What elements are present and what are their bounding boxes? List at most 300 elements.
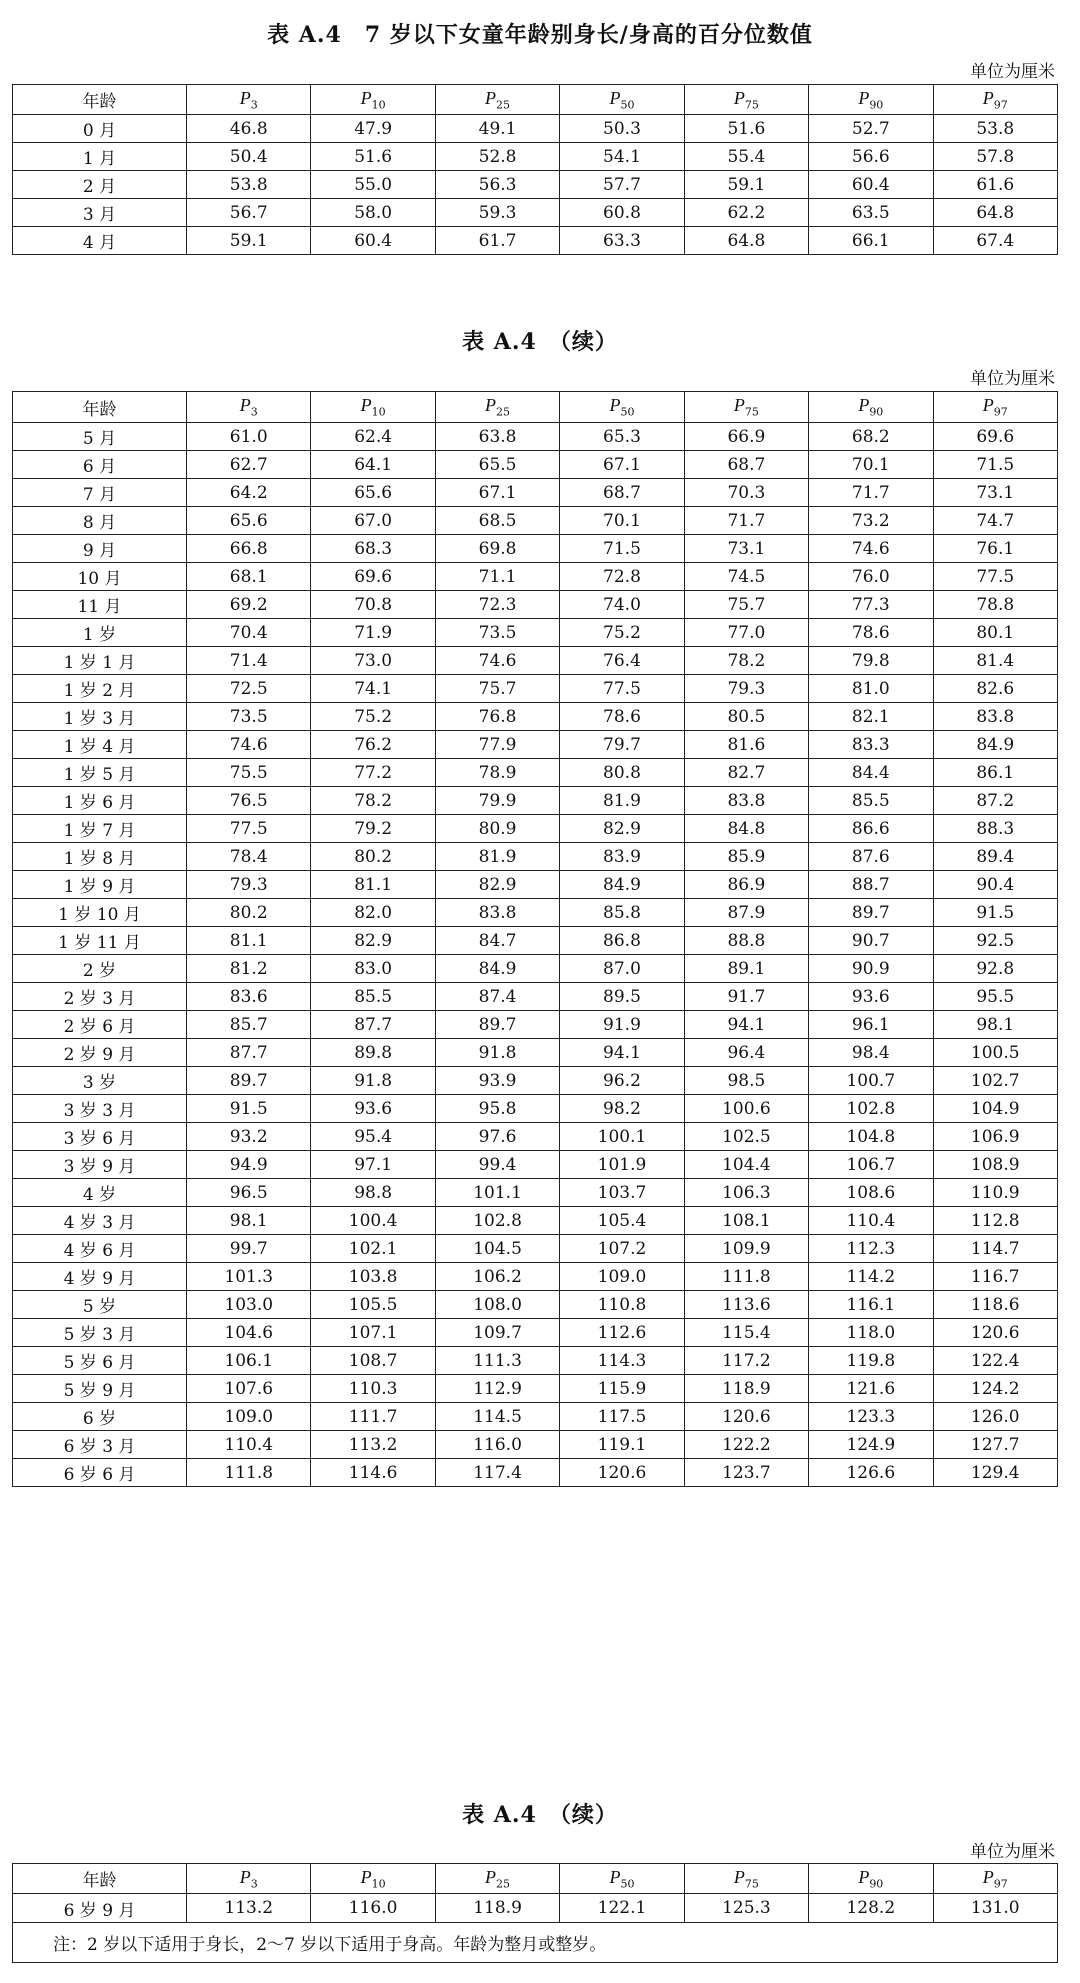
table-row: [13, 675, 1058, 703]
value-cell: 63.8: [435, 423, 559, 451]
value-cell: 78.2: [311, 787, 435, 815]
value-cell: 102.1: [311, 1235, 435, 1263]
value-cell: 106.2: [435, 1263, 559, 1291]
value-cell: 101.1: [435, 1179, 559, 1207]
age-cell: 9 月: [13, 535, 187, 563]
value-cell: 72.5: [187, 675, 311, 703]
value-cell: 104.6: [187, 1319, 311, 1347]
value-cell: 80.5: [684, 703, 808, 731]
age-cell: 7 月: [13, 479, 187, 507]
value-cell: 131.0: [933, 1894, 1057, 1923]
value-cell: 93.6: [809, 983, 933, 1011]
value-cell: 86.1: [933, 759, 1057, 787]
value-cell: 103.0: [187, 1291, 311, 1319]
value-cell: 91.5: [933, 899, 1057, 927]
age-cell: 6 岁 6 月: [13, 1459, 187, 1487]
value-cell: 98.4: [809, 1039, 933, 1067]
value-cell: 123.3: [809, 1403, 933, 1431]
value-cell: 60.4: [311, 227, 435, 255]
value-cell: 120.6: [933, 1319, 1057, 1347]
value-cell: 94.1: [560, 1039, 684, 1067]
value-cell: 80.8: [560, 759, 684, 787]
table-row: [13, 227, 1058, 255]
value-cell: 87.6: [809, 843, 933, 871]
value-cell: 96.1: [809, 1011, 933, 1039]
value-cell: 69.6: [311, 563, 435, 591]
header-percentile: $P_{50}$: [560, 392, 684, 423]
value-cell: 117.5: [560, 1403, 684, 1431]
value-cell: 66.8: [187, 535, 311, 563]
value-cell: 109.0: [187, 1403, 311, 1431]
value-cell: 110.3: [311, 1375, 435, 1403]
value-cell: 81.9: [560, 787, 684, 815]
value-cell: 77.3: [809, 591, 933, 619]
value-cell: 102.5: [684, 1123, 808, 1151]
value-cell: 112.6: [560, 1319, 684, 1347]
header-percentile: $P_{97}$: [933, 85, 1057, 115]
value-cell: 119.1: [560, 1431, 684, 1459]
value-cell: 68.3: [311, 535, 435, 563]
value-cell: 96.5: [187, 1179, 311, 1207]
value-cell: 74.0: [560, 591, 684, 619]
value-cell: 65.3: [560, 423, 684, 451]
value-cell: 88.7: [809, 871, 933, 899]
value-cell: 97.1: [311, 1151, 435, 1179]
value-cell: 84.9: [933, 731, 1057, 759]
age-cell: 1 岁 8 月: [13, 843, 187, 871]
age-cell: 1 岁 4 月: [13, 731, 187, 759]
age-cell: 1 岁 1 月: [13, 647, 187, 675]
value-cell: 62.7: [187, 451, 311, 479]
value-cell: 72.3: [435, 591, 559, 619]
value-cell: 81.0: [809, 675, 933, 703]
value-cell: 78.4: [187, 843, 311, 871]
value-cell: 67.1: [560, 451, 684, 479]
header-percentile: $P_{75}$: [684, 392, 808, 423]
header-percentile: $P_3$: [187, 1864, 311, 1894]
value-cell: 77.9: [435, 731, 559, 759]
value-cell: 96.2: [560, 1067, 684, 1095]
value-cell: 83.0: [311, 955, 435, 983]
value-cell: 61.7: [435, 227, 559, 255]
value-cell: 61.0: [187, 423, 311, 451]
value-cell: 74.1: [311, 675, 435, 703]
value-cell: 71.5: [560, 535, 684, 563]
value-cell: 112.8: [933, 1207, 1057, 1235]
value-cell: 83.8: [933, 703, 1057, 731]
value-cell: 104.4: [684, 1151, 808, 1179]
value-cell: 76.5: [187, 787, 311, 815]
value-cell: 106.9: [933, 1123, 1057, 1151]
value-cell: 64.2: [187, 479, 311, 507]
value-cell: 78.6: [560, 703, 684, 731]
age-cell: 3 岁 9 月: [13, 1151, 187, 1179]
value-cell: 87.7: [187, 1039, 311, 1067]
age-cell: 4 月: [13, 227, 187, 255]
value-cell: 83.3: [809, 731, 933, 759]
value-cell: 106.1: [187, 1347, 311, 1375]
table-row: [13, 1235, 1058, 1263]
age-cell: 4 岁 3 月: [13, 1207, 187, 1235]
value-cell: 67.0: [311, 507, 435, 535]
value-cell: 101.3: [187, 1263, 311, 1291]
value-cell: 70.4: [187, 619, 311, 647]
age-cell: 5 岁 3 月: [13, 1319, 187, 1347]
table-row: [13, 1039, 1058, 1067]
table-row: [13, 927, 1058, 955]
value-cell: 56.3: [435, 171, 559, 199]
value-cell: 84.8: [684, 815, 808, 843]
age-cell: 3 月: [13, 199, 187, 227]
value-cell: 91.8: [311, 1067, 435, 1095]
value-cell: 50.3: [560, 115, 684, 143]
value-cell: 98.5: [684, 1067, 808, 1095]
value-cell: 125.3: [684, 1894, 808, 1923]
value-cell: 57.7: [560, 171, 684, 199]
age-cell: 1 岁 11 月: [13, 927, 187, 955]
value-cell: 108.7: [311, 1347, 435, 1375]
value-cell: 119.8: [809, 1347, 933, 1375]
value-cell: 111.8: [684, 1263, 808, 1291]
value-cell: 78.8: [933, 591, 1057, 619]
value-cell: 95.8: [435, 1095, 559, 1123]
age-cell: 6 月: [13, 451, 187, 479]
value-cell: 92.8: [933, 955, 1057, 983]
age-cell: 3 岁 6 月: [13, 1123, 187, 1151]
value-cell: 84.9: [435, 955, 559, 983]
value-cell: 89.7: [809, 899, 933, 927]
value-cell: 79.3: [684, 675, 808, 703]
value-cell: 70.1: [560, 507, 684, 535]
value-cell: 86.8: [560, 927, 684, 955]
value-cell: 77.0: [684, 619, 808, 647]
value-cell: 95.4: [311, 1123, 435, 1151]
value-cell: 82.9: [435, 871, 559, 899]
table-row: [13, 1067, 1058, 1095]
table-row: [13, 815, 1058, 843]
value-cell: 69.2: [187, 591, 311, 619]
value-cell: 127.7: [933, 1431, 1057, 1459]
header-age: 年龄: [13, 392, 187, 423]
header-percentile: $P_{50}$: [560, 85, 684, 115]
value-cell: 114.3: [560, 1347, 684, 1375]
age-cell: 4 岁: [13, 1179, 187, 1207]
value-cell: 90.4: [933, 871, 1057, 899]
value-cell: 83.8: [435, 899, 559, 927]
value-cell: 120.6: [684, 1403, 808, 1431]
value-cell: 81.9: [435, 843, 559, 871]
value-cell: 102.8: [435, 1207, 559, 1235]
table-row: [13, 1291, 1058, 1319]
value-cell: 90.7: [809, 927, 933, 955]
age-cell: 1 岁 5 月: [13, 759, 187, 787]
value-cell: 102.8: [809, 1095, 933, 1123]
value-cell: 110.4: [187, 1431, 311, 1459]
value-cell: 53.8: [933, 115, 1057, 143]
value-cell: 73.1: [684, 535, 808, 563]
value-cell: 61.6: [933, 171, 1057, 199]
header-percentile: $P_{90}$: [809, 392, 933, 423]
value-cell: 93.6: [311, 1095, 435, 1123]
value-cell: 65.5: [435, 451, 559, 479]
value-cell: 104.5: [435, 1235, 559, 1263]
value-cell: 109.0: [560, 1263, 684, 1291]
age-cell: 3 岁 3 月: [13, 1095, 187, 1123]
continued-title-1: 表 A.4 （续）: [462, 329, 618, 355]
value-cell: 69.6: [933, 423, 1057, 451]
table-row: [13, 171, 1058, 199]
value-cell: 92.5: [933, 927, 1057, 955]
value-cell: 63.3: [560, 227, 684, 255]
table-row: [13, 451, 1058, 479]
value-cell: 78.6: [809, 619, 933, 647]
header-percentile: $P_{90}$: [809, 85, 933, 115]
value-cell: 46.8: [187, 115, 311, 143]
value-cell: 60.8: [560, 199, 684, 227]
value-cell: 76.0: [809, 563, 933, 591]
value-cell: 83.9: [560, 843, 684, 871]
value-cell: 62.2: [684, 199, 808, 227]
value-cell: 78.9: [435, 759, 559, 787]
value-cell: 107.2: [560, 1235, 684, 1263]
value-cell: 108.0: [435, 1291, 559, 1319]
value-cell: 93.9: [435, 1067, 559, 1095]
age-cell: 1 岁 3 月: [13, 703, 187, 731]
value-cell: 81.1: [311, 871, 435, 899]
value-cell: 95.5: [933, 983, 1057, 1011]
value-cell: 82.1: [809, 703, 933, 731]
table-row: [13, 955, 1058, 983]
value-cell: 122.2: [684, 1431, 808, 1459]
value-cell: 113.6: [684, 1291, 808, 1319]
value-cell: 70.3: [684, 479, 808, 507]
value-cell: 86.6: [809, 815, 933, 843]
value-cell: 77.5: [187, 815, 311, 843]
value-cell: 79.2: [311, 815, 435, 843]
value-cell: 108.1: [684, 1207, 808, 1235]
value-cell: 91.7: [684, 983, 808, 1011]
value-cell: 89.1: [684, 955, 808, 983]
value-cell: 82.0: [311, 899, 435, 927]
value-cell: 82.9: [560, 815, 684, 843]
value-cell: 66.1: [809, 227, 933, 255]
value-cell: 103.7: [560, 1179, 684, 1207]
value-cell: 64.8: [684, 227, 808, 255]
value-cell: 115.9: [560, 1375, 684, 1403]
value-cell: 85.5: [809, 787, 933, 815]
age-cell: 4 岁 9 月: [13, 1263, 187, 1291]
value-cell: 85.9: [684, 843, 808, 871]
value-cell: 79.7: [560, 731, 684, 759]
value-cell: 112.9: [435, 1375, 559, 1403]
header-percentile: $P_3$: [187, 85, 311, 115]
value-cell: 68.7: [684, 451, 808, 479]
value-cell: 115.4: [684, 1319, 808, 1347]
value-cell: 98.1: [933, 1011, 1057, 1039]
value-cell: 94.9: [187, 1151, 311, 1179]
header-percentile: $P_{10}$: [311, 85, 435, 115]
value-cell: 104.9: [933, 1095, 1057, 1123]
value-cell: 111.8: [187, 1459, 311, 1487]
value-cell: 116.0: [435, 1431, 559, 1459]
value-cell: 76.1: [933, 535, 1057, 563]
table-row: [13, 507, 1058, 535]
value-cell: 80.2: [187, 899, 311, 927]
value-cell: 126.0: [933, 1403, 1057, 1431]
value-cell: 100.1: [560, 1123, 684, 1151]
age-cell: 1 岁: [13, 619, 187, 647]
value-cell: 123.7: [684, 1459, 808, 1487]
value-cell: 71.7: [809, 479, 933, 507]
header-percentile: $P_3$: [187, 392, 311, 423]
value-cell: 83.8: [684, 787, 808, 815]
value-cell: 71.4: [187, 647, 311, 675]
value-cell: 68.5: [435, 507, 559, 535]
value-cell: 116.0: [311, 1894, 435, 1923]
age-cell: 1 岁 10 月: [13, 899, 187, 927]
value-cell: 68.2: [809, 423, 933, 451]
unit-label-3: 单位为厘米: [970, 1842, 1055, 1862]
value-cell: 89.4: [933, 843, 1057, 871]
value-cell: 74.6: [809, 535, 933, 563]
value-cell: 64.1: [311, 451, 435, 479]
age-cell: 2 岁 3 月: [13, 983, 187, 1011]
header-percentile: $P_{75}$: [684, 1864, 808, 1894]
value-cell: 73.2: [809, 507, 933, 535]
value-cell: 124.2: [933, 1375, 1057, 1403]
value-cell: 93.2: [187, 1123, 311, 1151]
value-cell: 51.6: [311, 143, 435, 171]
table-row: [13, 1151, 1058, 1179]
value-cell: 64.8: [933, 199, 1057, 227]
value-cell: 107.6: [187, 1375, 311, 1403]
table-row: [13, 1095, 1058, 1123]
value-cell: 83.6: [187, 983, 311, 1011]
value-cell: 77.2: [311, 759, 435, 787]
value-cell: 59.1: [187, 227, 311, 255]
value-cell: 89.7: [187, 1067, 311, 1095]
value-cell: 84.7: [435, 927, 559, 955]
value-cell: 118.9: [435, 1894, 559, 1923]
value-cell: 108.9: [933, 1151, 1057, 1179]
header-age: 年龄: [13, 1864, 187, 1894]
value-cell: 74.6: [187, 731, 311, 759]
age-cell: 1 岁 2 月: [13, 675, 187, 703]
age-cell: 5 岁 6 月: [13, 1347, 187, 1375]
value-cell: 67.4: [933, 227, 1057, 255]
value-cell: 110.8: [560, 1291, 684, 1319]
header-percentile: $P_{10}$: [311, 392, 435, 423]
value-cell: 63.5: [809, 199, 933, 227]
header-percentile: $P_{97}$: [933, 392, 1057, 423]
table-row: [13, 703, 1058, 731]
value-cell: 111.7: [311, 1403, 435, 1431]
value-cell: 88.3: [933, 815, 1057, 843]
value-cell: 79.3: [187, 871, 311, 899]
value-cell: 49.1: [435, 115, 559, 143]
value-cell: 52.7: [809, 115, 933, 143]
header-percentile: $P_{10}$: [311, 1864, 435, 1894]
value-cell: 87.9: [684, 899, 808, 927]
table-row: [13, 647, 1058, 675]
continued-title-2: 表 A.4 （续）: [462, 1802, 618, 1828]
unit-label: 单位为厘米: [970, 62, 1055, 82]
value-cell: 69.8: [435, 535, 559, 563]
value-cell: 73.5: [435, 619, 559, 647]
table-row: [13, 1179, 1058, 1207]
value-cell: 94.1: [684, 1011, 808, 1039]
age-cell: 2 岁 9 月: [13, 1039, 187, 1067]
value-cell: 120.6: [560, 1459, 684, 1487]
table-row: [13, 1263, 1058, 1291]
table-row: [13, 843, 1058, 871]
value-cell: 106.7: [809, 1151, 933, 1179]
table-row: [13, 591, 1058, 619]
value-cell: 126.6: [809, 1459, 933, 1487]
value-cell: 87.4: [435, 983, 559, 1011]
age-cell: 10 月: [13, 563, 187, 591]
value-cell: 66.9: [684, 423, 808, 451]
value-cell: 114.2: [809, 1263, 933, 1291]
value-cell: 98.8: [311, 1179, 435, 1207]
table-row: [13, 619, 1058, 647]
table-row: [13, 759, 1058, 787]
value-cell: 82.7: [684, 759, 808, 787]
table-row: [13, 1375, 1058, 1403]
value-cell: 82.6: [933, 675, 1057, 703]
header-percentile: $P_{90}$: [809, 1864, 933, 1894]
value-cell: 90.9: [809, 955, 933, 983]
value-cell: 110.9: [933, 1179, 1057, 1207]
value-cell: 89.8: [311, 1039, 435, 1067]
value-cell: 118.6: [933, 1291, 1057, 1319]
value-cell: 109.9: [684, 1235, 808, 1263]
table-row: [13, 1459, 1058, 1487]
value-cell: 62.4: [311, 423, 435, 451]
value-cell: 68.1: [187, 563, 311, 591]
age-cell: 5 岁 9 月: [13, 1375, 187, 1403]
age-cell: 11 月: [13, 591, 187, 619]
value-cell: 71.9: [311, 619, 435, 647]
table-note: 注：2 岁以下适用于身长，2～7 岁以下适用于身高。年龄为整月或整岁。: [13, 1923, 1058, 1963]
value-cell: 79.9: [435, 787, 559, 815]
table-row: [13, 199, 1058, 227]
value-cell: 100.4: [311, 1207, 435, 1235]
value-cell: 73.0: [311, 647, 435, 675]
header-percentile: $P_{97}$: [933, 1864, 1057, 1894]
value-cell: 71.1: [435, 563, 559, 591]
value-cell: 81.1: [187, 927, 311, 955]
value-cell: 108.6: [809, 1179, 933, 1207]
value-cell: 74.7: [933, 507, 1057, 535]
table-row: [13, 871, 1058, 899]
value-cell: 114.7: [933, 1235, 1057, 1263]
value-cell: 76.2: [311, 731, 435, 759]
value-cell: 80.9: [435, 815, 559, 843]
value-cell: 104.8: [809, 1123, 933, 1151]
value-cell: 85.5: [311, 983, 435, 1011]
value-cell: 116.1: [809, 1291, 933, 1319]
value-cell: 58.0: [311, 199, 435, 227]
value-cell: 101.9: [560, 1151, 684, 1179]
value-cell: 91.8: [435, 1039, 559, 1067]
value-cell: 129.4: [933, 1459, 1057, 1487]
value-cell: 99.4: [435, 1151, 559, 1179]
value-cell: 55.4: [684, 143, 808, 171]
table-row: [13, 1403, 1058, 1431]
value-cell: 70.1: [809, 451, 933, 479]
value-cell: 77.5: [560, 675, 684, 703]
